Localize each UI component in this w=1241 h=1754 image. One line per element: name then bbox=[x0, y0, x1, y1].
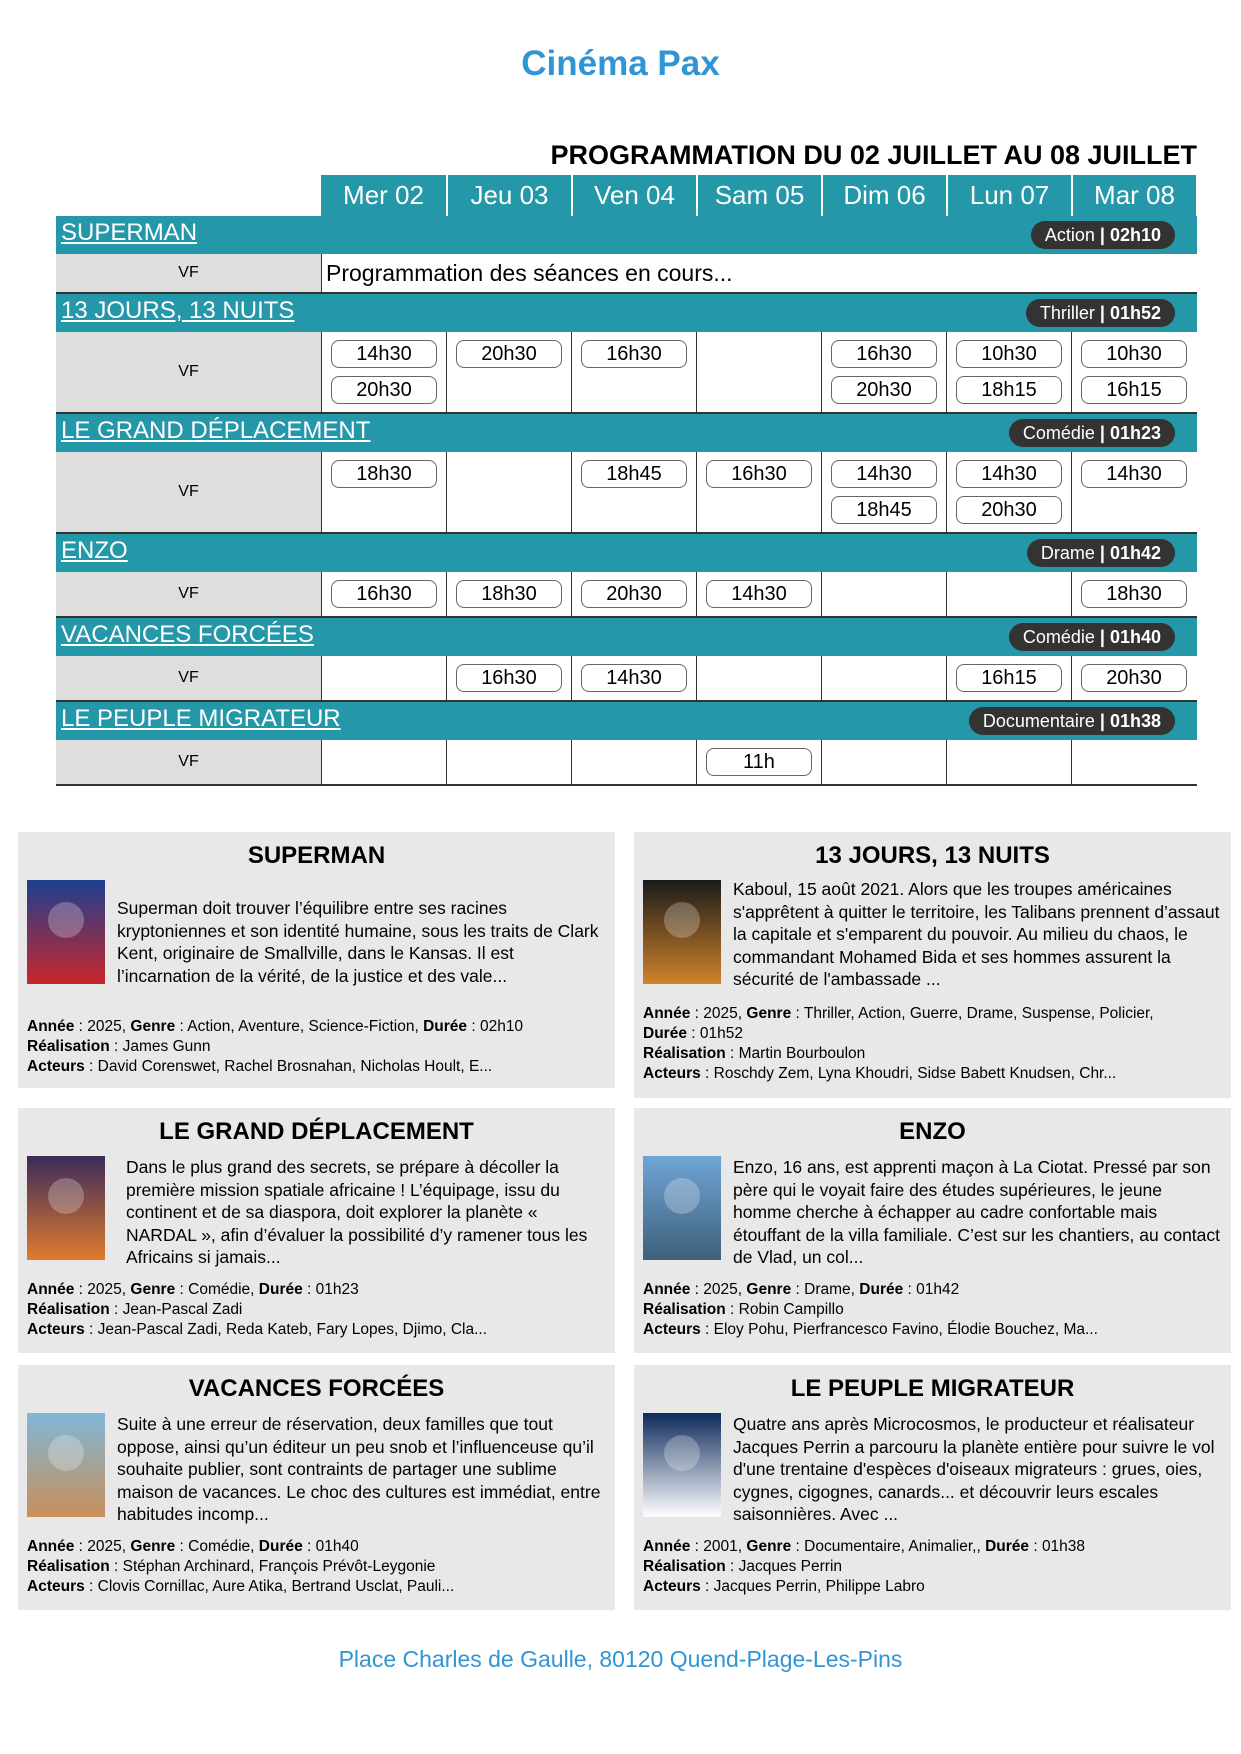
genre-label: Documentaire bbox=[982, 711, 1095, 731]
film-sessions-row bbox=[56, 452, 1197, 534]
card-title: VACANCES FORCÉES bbox=[188, 1375, 445, 1402]
card-meta bbox=[643, 1004, 1226, 1084]
label-duration: Durée bbox=[258, 1281, 303, 1298]
session-time-button[interactable]: 14h30 bbox=[581, 664, 687, 692]
card-meta bbox=[643, 1537, 1226, 1597]
film-actors: Clovis Cornillac, Aure Atika, Bertrand Usclat, Pauli... bbox=[97, 1578, 455, 1595]
meta-line-director: Réalisation : Jean-Pascal Zadi bbox=[27, 1301, 243, 1318]
day-cell bbox=[821, 332, 946, 412]
card-title: 13 JOURS, 13 NUITS bbox=[815, 842, 1050, 869]
film-sessions-row bbox=[56, 332, 1197, 414]
session-time-button[interactable]: 14h30 bbox=[956, 460, 1062, 488]
film-actors: Jacques Perrin, Philippe Labro bbox=[713, 1578, 925, 1595]
movie-poster[interactable] bbox=[643, 1413, 721, 1517]
film-sessions-row bbox=[56, 656, 1197, 702]
film-duration: 01h40 bbox=[315, 1538, 359, 1555]
session-time-button[interactable]: 20h30 bbox=[1081, 664, 1187, 692]
day-cell bbox=[1071, 656, 1196, 700]
label-year: Année bbox=[27, 1018, 75, 1035]
session-time-button[interactable]: 18h30 bbox=[331, 460, 437, 488]
film-header bbox=[56, 294, 1197, 332]
session-time-button[interactable]: 20h30 bbox=[456, 340, 562, 368]
film-title-link[interactable]: LE PEUPLE MIGRATEUR bbox=[61, 705, 341, 732]
day-cell bbox=[446, 572, 571, 616]
film-card bbox=[18, 1365, 615, 1610]
day-cell bbox=[1071, 740, 1196, 784]
meta-line-actors: Acteurs : Clovis Cornillac, Aure Atika, Bertrand Usclat, Pauli... bbox=[27, 1578, 455, 1595]
card-synopsis: Dans le plus grand des secrets, se prépare à décoller la première mission spatiale africaine ! L’équipage, issu du continent et de sa diaspora, doit explorer la planète « NARDAL », afin d’évaluer la possibilité d’y ramener tous les Africains si jamais... bbox=[126, 1157, 588, 1267]
cinema-address: Place Charles de Gaulle, 80120 Quend-Plage-Les-Pins bbox=[338, 1646, 903, 1672]
meta-line-actors: Acteurs : Jean-Pascal Zadi, Reda Kateb, Fary Lopes, Djimo, Cla... bbox=[27, 1321, 488, 1338]
session-time-button[interactable]: 10h30 bbox=[956, 340, 1062, 368]
label-genre: Genre bbox=[746, 1538, 792, 1555]
film-genres: Comédie bbox=[188, 1281, 251, 1298]
day-cell bbox=[946, 656, 1071, 700]
day-header: Ven 04 bbox=[571, 175, 696, 216]
day-cell bbox=[321, 656, 446, 700]
label-year: Année bbox=[27, 1281, 75, 1298]
meta-line-actors: Acteurs : Roschdy Zem, Lyna Khoudri, Sidse Babett Knudsen, Chr... bbox=[643, 1065, 1117, 1082]
genre-duration-badge bbox=[1009, 419, 1175, 447]
film-card bbox=[18, 1108, 615, 1353]
label-genre: Genre bbox=[130, 1018, 176, 1035]
day-cell bbox=[446, 656, 571, 700]
label-genre: Genre bbox=[746, 1281, 792, 1298]
session-time-button[interactable]: 18h45 bbox=[831, 496, 937, 524]
day-header: Dim 06 bbox=[821, 175, 946, 216]
day-cell bbox=[571, 332, 696, 412]
language-label: VF bbox=[56, 572, 321, 616]
card-title: ENZO bbox=[899, 1118, 966, 1145]
film-year: 2025 bbox=[87, 1281, 122, 1298]
film-duration: 01h42 bbox=[916, 1281, 960, 1298]
label-genre: Genre bbox=[746, 1005, 792, 1022]
day-cell bbox=[696, 572, 821, 616]
film-duration: 01h52 bbox=[699, 1025, 743, 1042]
session-time-button[interactable]: 18h30 bbox=[1081, 580, 1187, 608]
meta-line-year: Année : 2025, Genre : Action, Aventure, Science-Fiction, Durée : 02h10 bbox=[27, 1018, 524, 1035]
day-cell bbox=[571, 740, 696, 784]
day-cell bbox=[446, 332, 571, 412]
duration-label: | 02h10 bbox=[1099, 225, 1161, 245]
day-cell bbox=[821, 452, 946, 532]
film-title-link[interactable]: LE GRAND DÉPLACEMENT bbox=[61, 417, 371, 444]
film-director: James Gunn bbox=[122, 1038, 211, 1055]
day-cell bbox=[571, 572, 696, 616]
film-card bbox=[634, 832, 1231, 1098]
day-cell bbox=[946, 332, 1071, 412]
card-synopsis: Quatre ans après Microcosmos, le producteur et réalisateur Jacques Perrin a parcouru la planète entière pour suivre le vol d'une trentaine d'espèces d'oiseaux migrateurs : grues, oies, cygnes, cigognes, canards... et découvrir leurs escales saisonnières. Avec ... bbox=[733, 1414, 1215, 1524]
label-director: Réalisation bbox=[643, 1558, 726, 1575]
label-genre: Genre bbox=[130, 1281, 176, 1298]
session-time-button[interactable]: 14h30 bbox=[1081, 460, 1187, 488]
film-director: Martin Bourboulon bbox=[738, 1045, 866, 1062]
label-year: Année bbox=[643, 1538, 691, 1555]
genre-duration-badge bbox=[1027, 539, 1175, 567]
session-time-button[interactable]: 16h30 bbox=[831, 340, 937, 368]
meta-line-actors: Acteurs : Eloy Pohu, Pierfrancesco Favino, Élodie Bouchez, Ma... bbox=[643, 1321, 1098, 1338]
card-meta bbox=[27, 1017, 610, 1077]
film-header bbox=[56, 414, 1197, 452]
day-cell bbox=[696, 452, 821, 532]
movie-poster[interactable] bbox=[27, 1156, 105, 1260]
film-year: 2001 bbox=[703, 1538, 738, 1555]
meta-line-director: Réalisation : James Gunn bbox=[27, 1038, 211, 1055]
session-time-button[interactable]: 20h30 bbox=[831, 376, 937, 404]
film-duration: 01h38 bbox=[1041, 1538, 1086, 1555]
card-meta bbox=[27, 1537, 610, 1597]
cinema-title: Cinéma Pax bbox=[521, 44, 720, 83]
session-time-button[interactable]: 20h30 bbox=[581, 580, 687, 608]
day-cell bbox=[821, 740, 946, 784]
genre-duration-badge bbox=[1031, 221, 1175, 249]
day-cell bbox=[946, 572, 1071, 616]
meta-line-director: Réalisation : Stéphan Archinard, François Prévôt-Leygonie bbox=[27, 1558, 436, 1575]
label-actors: Acteurs bbox=[27, 1321, 85, 1338]
label-duration: Durée bbox=[859, 1281, 904, 1298]
label-actors: Acteurs bbox=[27, 1058, 85, 1075]
film-sessions-row bbox=[56, 740, 1197, 786]
day-cell bbox=[1071, 332, 1196, 412]
day-header-row bbox=[321, 175, 1197, 216]
film-actors: Jean-Pascal Zadi, Reda Kateb, Fary Lopes, Djimo, Cla... bbox=[97, 1321, 488, 1338]
day-cell bbox=[321, 452, 446, 532]
film-genres: Thriller, Action, Guerre, Drame, Suspense, Policier, bbox=[803, 1005, 1154, 1022]
day-cell bbox=[446, 740, 571, 784]
duration-label: | 01h40 bbox=[1099, 627, 1161, 647]
movie-poster[interactable] bbox=[643, 880, 721, 984]
genre-label: Comédie bbox=[1022, 627, 1095, 647]
session-time-button[interactable]: 10h30 bbox=[1081, 340, 1187, 368]
film-header bbox=[56, 216, 1197, 254]
film-card bbox=[634, 1365, 1231, 1610]
session-time-button[interactable]: 16h15 bbox=[956, 664, 1062, 692]
session-time-button[interactable]: 14h30 bbox=[706, 580, 812, 608]
label-actors: Acteurs bbox=[643, 1578, 701, 1595]
day-cell bbox=[446, 452, 571, 532]
film-director: Jacques Perrin bbox=[738, 1558, 843, 1575]
session-time-button[interactable]: 16h30 bbox=[456, 664, 562, 692]
card-synopsis: Enzo, 16 ans, est apprenti maçon à La Ciotat. Pressé par son père qui le voyait faire des études supérieures, le jeune homme cherche à échapper au cadre confortable mais étouffant de la villa familiale. C’est sur les chantiers, au contact de Vlad, un col... bbox=[733, 1157, 1221, 1267]
card-title: LE PEUPLE MIGRATEUR bbox=[790, 1375, 1075, 1402]
day-cell bbox=[321, 332, 446, 412]
card-title: LE GRAND DÉPLACEMENT bbox=[159, 1118, 474, 1145]
film-sessions-row bbox=[56, 572, 1197, 618]
day-cell bbox=[696, 740, 821, 784]
movie-poster[interactable] bbox=[643, 1156, 721, 1260]
film-actors: David Corenswet, Rachel Brosnahan, Nicholas Hoult, E... bbox=[97, 1058, 493, 1075]
film-year: 2025 bbox=[703, 1281, 738, 1298]
session-time-button[interactable]: 16h30 bbox=[706, 460, 812, 488]
day-cell bbox=[1071, 572, 1196, 616]
label-director: Réalisation bbox=[27, 1558, 110, 1575]
film-year: 2025 bbox=[87, 1538, 122, 1555]
film-director: Robin Campillo bbox=[738, 1301, 844, 1318]
genre-label: Thriller bbox=[1039, 303, 1095, 323]
meta-line-director: Réalisation : Robin Campillo bbox=[643, 1301, 844, 1318]
session-time-button[interactable]: 16h30 bbox=[331, 580, 437, 608]
card-title: SUPERMAN bbox=[247, 842, 386, 869]
meta-line-year: Année : 2025, Genre : Comédie, Durée : 01h40 bbox=[27, 1538, 359, 1555]
meta-line-actors: Acteurs : Jacques Perrin, Philippe Labro bbox=[643, 1578, 925, 1595]
meta-line-year: Année : 2001, Genre : Documentaire, Animalier,, Durée : 01h38 bbox=[643, 1538, 1086, 1555]
day-cell bbox=[571, 452, 696, 532]
meta-line-director: Réalisation : Martin Bourboulon bbox=[643, 1045, 866, 1062]
card-meta bbox=[643, 1280, 1226, 1340]
label-actors: Acteurs bbox=[27, 1578, 85, 1595]
card-meta bbox=[27, 1280, 610, 1340]
meta-line-actors: Acteurs : David Corenswet, Rachel Brosnahan, Nicholas Hoult, E... bbox=[27, 1058, 493, 1075]
meta-line-year: Année : 2025, Genre : Thriller, Action, Guerre, Drame, Suspense, Policier, bbox=[643, 1005, 1154, 1022]
language-label: VF bbox=[56, 332, 321, 412]
session-time-button[interactable]: 18h15 bbox=[956, 376, 1062, 404]
session-time-button[interactable]: 20h30 bbox=[956, 496, 1062, 524]
day-cell bbox=[321, 740, 446, 784]
language-label: VF bbox=[56, 254, 321, 292]
film-duration: 01h23 bbox=[315, 1281, 359, 1298]
label-year: Année bbox=[27, 1538, 75, 1555]
programme-heading: PROGRAMMATION DU 02 JUILLET AU 08 JUILLET bbox=[550, 140, 1197, 170]
film-genres: Comédie bbox=[188, 1538, 251, 1555]
day-header: Lun 07 bbox=[946, 175, 1071, 216]
meta-line-year: Année : 2025, Genre : Comédie, Durée : 01h23 bbox=[27, 1281, 359, 1298]
session-time-button[interactable]: 20h30 bbox=[331, 376, 437, 404]
label-genre: Genre bbox=[130, 1538, 176, 1555]
duration-label: | 01h38 bbox=[1099, 711, 1161, 731]
film-genres: Action, Aventure, Science-Fiction bbox=[187, 1018, 415, 1035]
film-header bbox=[56, 534, 1197, 572]
session-time-button[interactable]: 14h30 bbox=[831, 460, 937, 488]
label-year: Année bbox=[643, 1281, 691, 1298]
film-title-link[interactable]: ENZO bbox=[61, 537, 128, 564]
genre-label: Drame bbox=[1040, 543, 1095, 563]
card-synopsis: Superman doit trouver l’équilibre entre ses racines kryptoniennes et son identité humaine, sous les traits de Clark Kent, originaire de Smallville, dans le Kansas. Il est l’incarnation de la vérité, de la justice et des vale... bbox=[117, 898, 599, 986]
label-actors: Acteurs bbox=[643, 1321, 701, 1338]
day-header: Sam 05 bbox=[696, 175, 821, 216]
duration-label: | 01h52 bbox=[1099, 303, 1161, 323]
film-actors: Eloy Pohu, Pierfrancesco Favino, Élodie Bouchez, Ma... bbox=[713, 1321, 1098, 1338]
genre-label: Action bbox=[1044, 225, 1095, 245]
genre-duration-badge bbox=[1026, 299, 1175, 327]
movie-poster[interactable] bbox=[27, 880, 105, 984]
session-time-button[interactable]: 16h15 bbox=[1081, 376, 1187, 404]
film-genres: Drame bbox=[804, 1281, 851, 1298]
label-actors: Acteurs bbox=[643, 1065, 701, 1082]
film-title-link[interactable]: 13 JOURS, 13 NUITS bbox=[61, 297, 295, 324]
card-synopsis: Suite à une erreur de réservation, deux familles que tout oppose, ainsi qu’un éditeur un peu snob et l’influenceuse qu’il souhaite publier, sont contraints de partager une sublime maison de vacances. Le choc des cultures est immédiat, entre habitudes incomp... bbox=[117, 1414, 601, 1524]
day-header: Jeu 03 bbox=[446, 175, 571, 216]
day-cell bbox=[821, 572, 946, 616]
meta-line-year: Année : 2025, Genre : Drame, Durée : 01h42 bbox=[643, 1281, 960, 1298]
duration-label: | 01h23 bbox=[1099, 423, 1161, 443]
film-director: Stéphan Archinard, François Prévôt-Leygonie bbox=[122, 1558, 436, 1575]
day-cell bbox=[1071, 452, 1196, 532]
label-duration: Durée bbox=[423, 1018, 468, 1035]
film-card bbox=[18, 832, 615, 1088]
day-cell bbox=[946, 452, 1071, 532]
session-time-button[interactable]: 14h30 bbox=[331, 340, 437, 368]
label-director: Réalisation bbox=[643, 1301, 726, 1318]
day-cell bbox=[696, 656, 821, 700]
day-cell bbox=[571, 656, 696, 700]
film-title-link[interactable]: VACANCES FORCÉES bbox=[61, 621, 314, 648]
label-director: Réalisation bbox=[27, 1038, 110, 1055]
film-title-link[interactable]: SUPERMAN bbox=[61, 219, 198, 246]
label-duration: Durée bbox=[643, 1025, 687, 1042]
session-time-button[interactable]: 11h bbox=[706, 748, 812, 776]
language-label: VF bbox=[56, 740, 321, 784]
film-duration: 02h10 bbox=[479, 1018, 524, 1035]
day-header: Mer 02 bbox=[321, 175, 446, 216]
genre-duration-badge bbox=[1009, 623, 1175, 651]
genre-duration-badge bbox=[969, 707, 1175, 735]
film-year: 2025 bbox=[87, 1018, 122, 1035]
day-cell bbox=[946, 740, 1071, 784]
session-time-button[interactable]: 18h30 bbox=[456, 580, 562, 608]
film-actors: Roschdy Zem, Lyna Khoudri, Sidse Babett Knudsen, Chr... bbox=[713, 1065, 1117, 1082]
schedule-grid bbox=[56, 175, 1197, 786]
meta-line-duration: Durée : 01h52 bbox=[643, 1025, 743, 1042]
film-genres: Documentaire, Animalier, bbox=[804, 1538, 977, 1555]
film-header bbox=[56, 618, 1197, 656]
film-header bbox=[56, 702, 1197, 740]
film-sessions-row bbox=[56, 254, 1197, 294]
label-year: Année bbox=[643, 1005, 691, 1022]
film-year: 2025 bbox=[703, 1005, 738, 1022]
film-card bbox=[634, 1108, 1231, 1353]
label-duration: Durée bbox=[258, 1538, 303, 1555]
day-cell bbox=[696, 332, 821, 412]
day-cell bbox=[321, 572, 446, 616]
genre-label: Comédie bbox=[1022, 423, 1095, 443]
language-label: VF bbox=[56, 656, 321, 700]
session-time-button[interactable]: 16h30 bbox=[581, 340, 687, 368]
movie-poster[interactable] bbox=[27, 1413, 105, 1517]
duration-label: | 01h42 bbox=[1099, 543, 1161, 563]
day-header: Mar 08 bbox=[1071, 175, 1196, 216]
session-time-button[interactable]: 18h45 bbox=[581, 460, 687, 488]
label-director: Réalisation bbox=[643, 1045, 726, 1062]
pending-message: Programmation des séances en cours... bbox=[321, 254, 1197, 292]
language-label: VF bbox=[56, 452, 321, 532]
card-synopsis: Kaboul, 15 août 2021. Alors que les troupes américaines s'apprêtent à quitter le territoire, les Talibans prennent d’assaut la capitale et s'emparent du pouvoir. Au milieu du chaos, le commandant Mohamed Bida et ses hommes assurent la sécurité de l'ambassade ... bbox=[733, 879, 1220, 989]
label-duration: Durée bbox=[985, 1538, 1030, 1555]
film-director: Jean-Pascal Zadi bbox=[122, 1301, 243, 1318]
label-director: Réalisation bbox=[27, 1301, 110, 1318]
meta-line-director: Réalisation : Jacques Perrin bbox=[643, 1558, 843, 1575]
day-cell bbox=[821, 656, 946, 700]
